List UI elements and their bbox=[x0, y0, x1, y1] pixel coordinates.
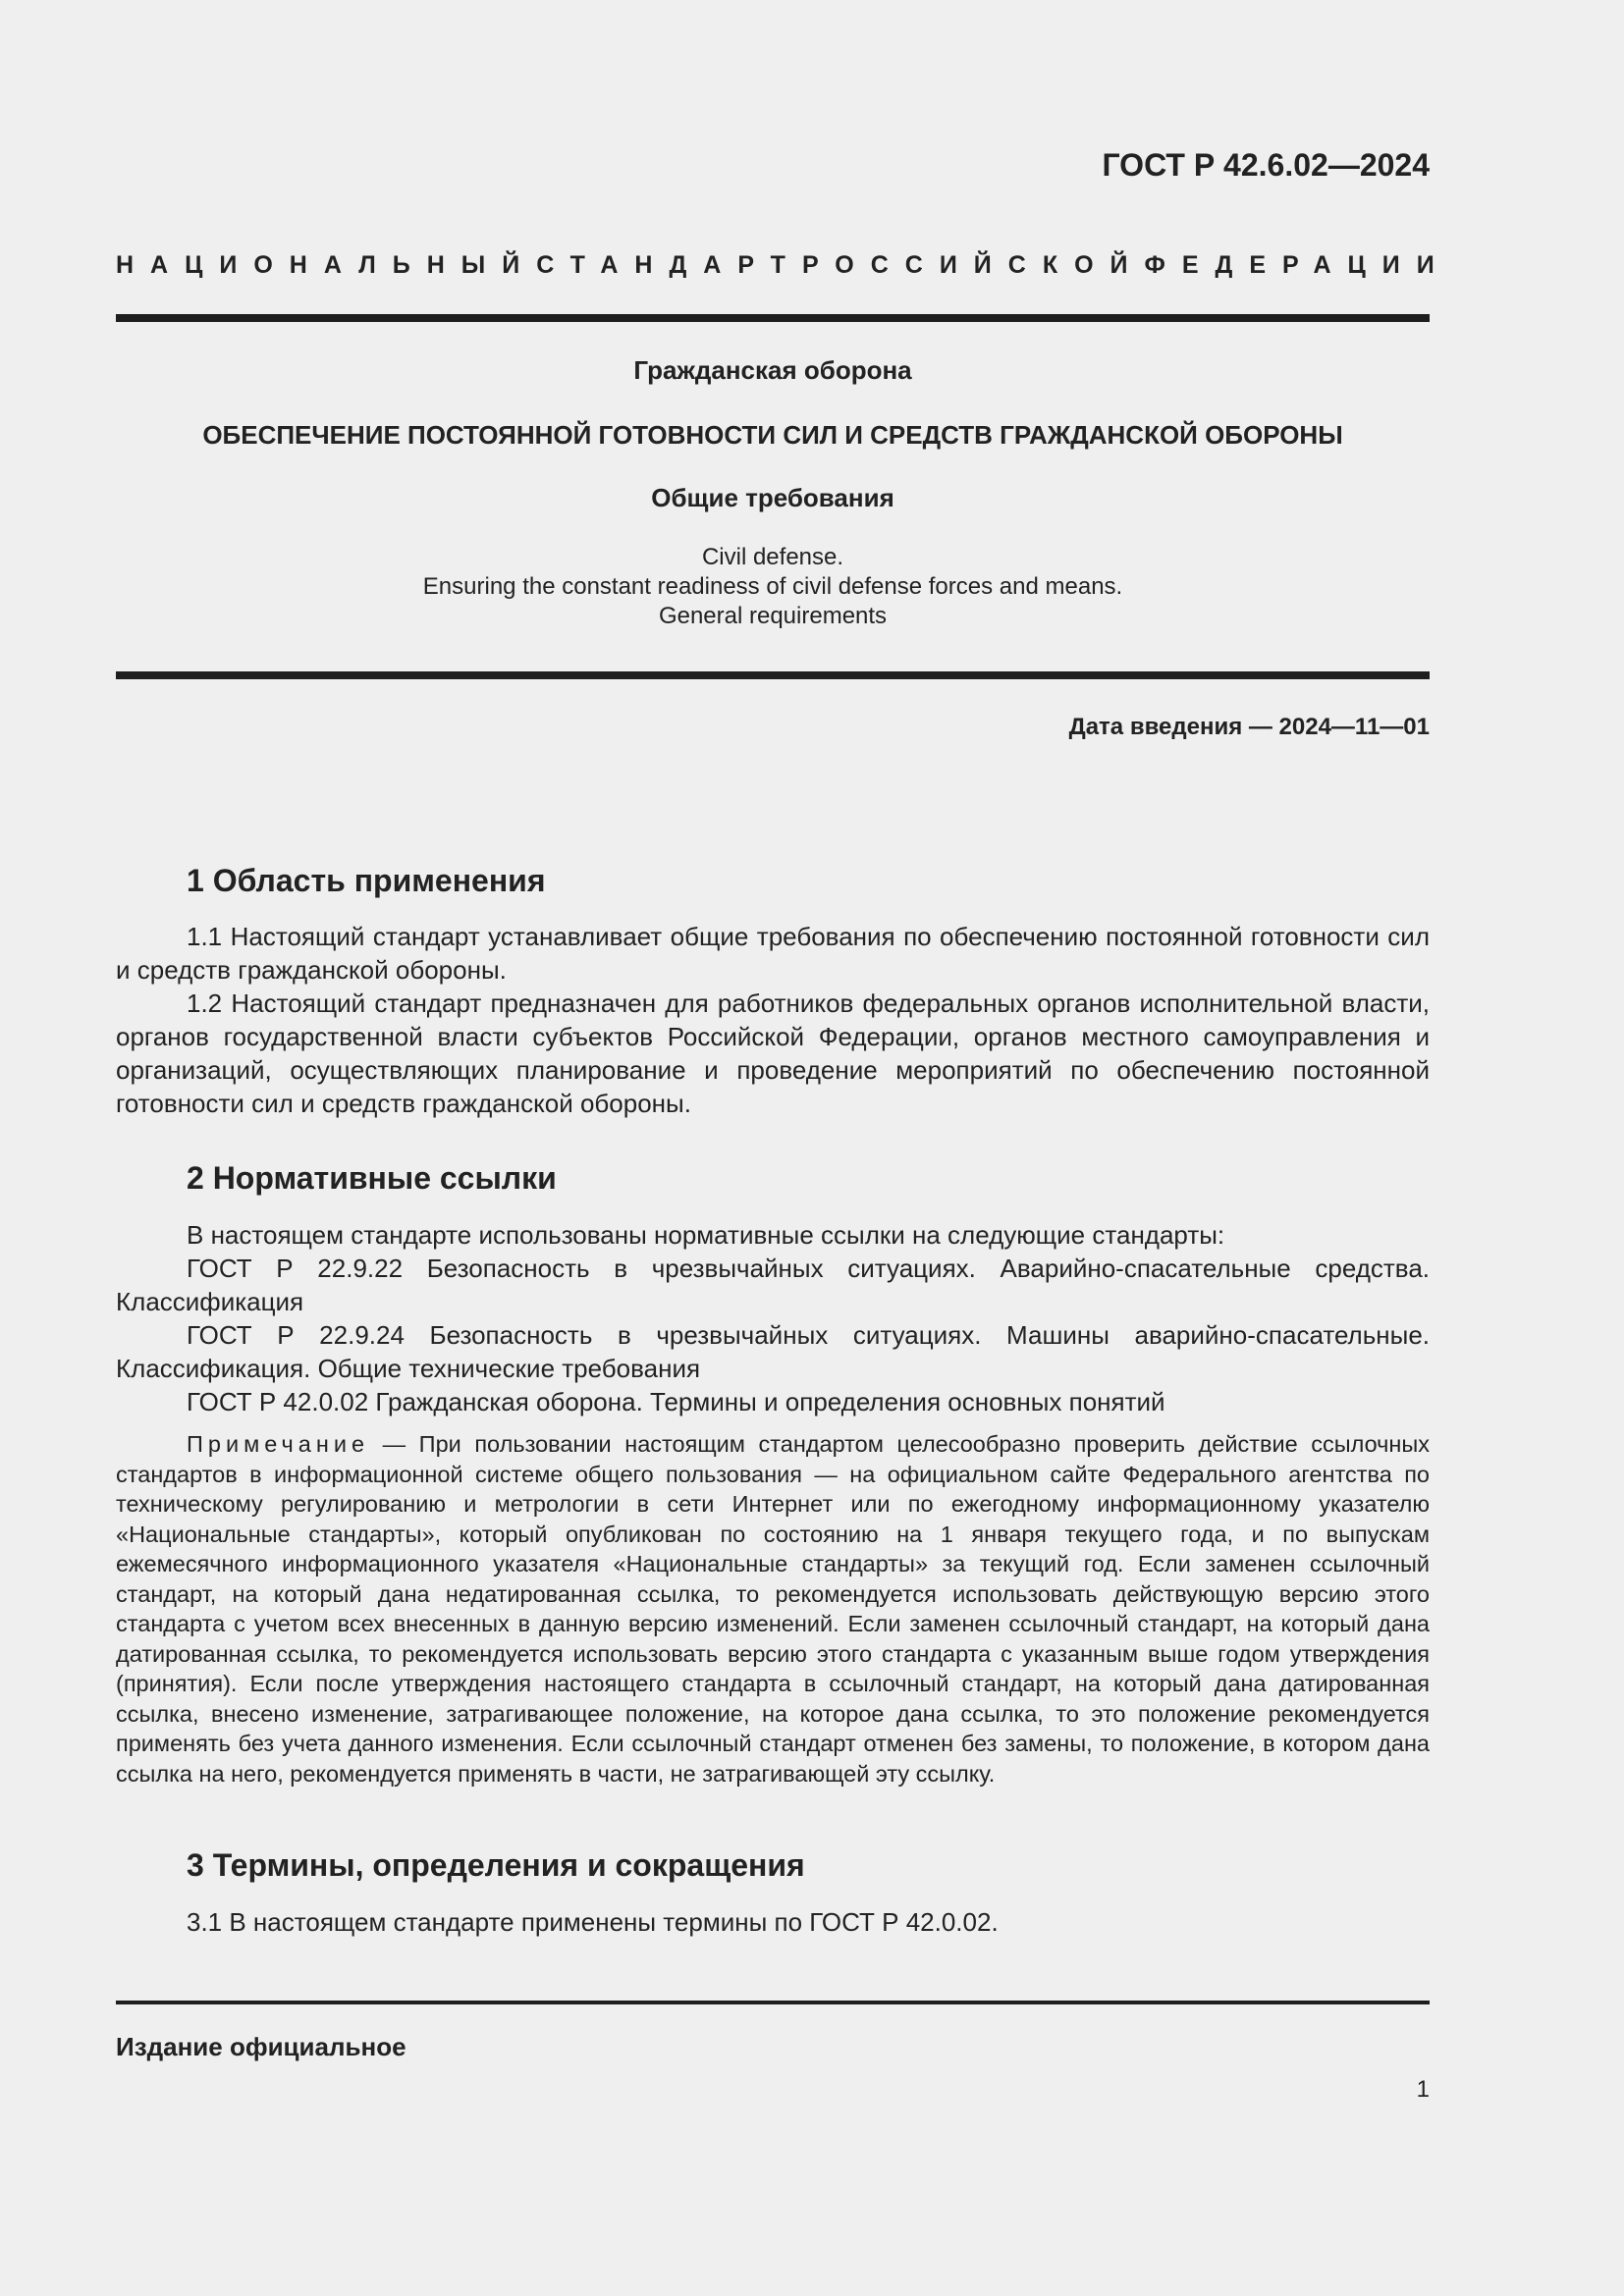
reference-item: ГОСТ Р 22.9.22 Безопасность в чрезвычайных ситуациях. Аварийно-спасательные средства. Классификация bbox=[116, 1254, 1430, 1316]
paragraph-1-1: 1.1 Настоящий стандарт устанавливает общие требования по обеспечению постоянной готовности сил и средств гражданской обороны. bbox=[116, 922, 1430, 985]
english-title-line: Civil defense. bbox=[701, 544, 844, 570]
english-title bbox=[116, 543, 1430, 631]
note-text: — При пользовании настоящим стандартом целесообразно проверить действие ссылочных стандартов в информационной системе общего пользования — на официальном сайте Федерального агентства по техническому регулированию и метрологии в сети Интернет или по ежегодному информационному указателю «Национальные стандарты», который опубликован по состоянию на 1 января текущего года, и по выпускам ежемесячного информационного указателя «Национальные стандарты» за текущий год. Если заменен ссылочный стандарт, на который дана недатированная ссылка, то рекомендуется использовать действующую версию этого стандарта с учетом всех внесенных в данную версию изменений. Если заменен ссылочный стандарт, на который дана датированная ссылка, то рекомендуется использовать версию этого стандарта с указанным выше годом утверждения (принятия). Если после утверждения настоящего стандарта в ссылочный стандарт, на который дана датированная ссылка, внесено изменение, затрагивающее положение, на которое дана ссылка, то это положение рекомендуется применять без учета данного изменения. Если ссылочный стандарт отменен без замены, то положение, в котором дана ссылка на него, рекомендуется применять в части, не затрагивающей эту ссылку. bbox=[116, 1431, 1430, 1787]
reference-item: ГОСТ Р 42.0.02 Гражданская оборона. Термины и определения основных понятий bbox=[187, 1387, 1165, 1416]
section-1-heading: 1 Область применения bbox=[187, 863, 546, 898]
document-code: ГОСТ Р 42.6.02—2024 bbox=[1102, 147, 1430, 183]
official-edition-label: Издание официальное bbox=[116, 2032, 406, 2061]
standard-subtitle: Общие требования bbox=[651, 483, 894, 512]
title-bottom-divider bbox=[116, 671, 1430, 679]
standard-main-title: ОБЕСПЕЧЕНИЕ ПОСТОЯННОЙ ГОТОВНОСТИ СИЛ И СРЕДСТВ ГРАЖДАНСКОЙ ОБОРОНЫ bbox=[202, 420, 1343, 450]
footer-divider bbox=[116, 2001, 1430, 2004]
banner-word: НАЦИОНАЛЬНЫЙ bbox=[116, 251, 537, 279]
reference-item: ГОСТ Р 22.9.24 Безопасность в чрезвычайных ситуациях. Машины аварийно-спасательные. Классификация. Общие технические требования bbox=[116, 1320, 1430, 1383]
section-3-heading: 3 Термины, определения и сокращения bbox=[187, 1847, 805, 1883]
national-standard-banner bbox=[116, 249, 1451, 281]
english-title-line: Ensuring the constant readiness of civil defense forces and means. bbox=[422, 573, 1123, 600]
paragraph-1-2: 1.2 Настоящий стандарт предназначен для работников федеральных органов исполнительной власти, органов государственной власти субъектов Российской Федерации, органов местного самоуправления и организаций, осуществляющих планирование и проведение мероприятий по обеспечению постоянной готовности сил и средств гражданской обороны. bbox=[116, 988, 1430, 1118]
document-page bbox=[116, 0, 1451, 2296]
banner-word: РОССИЙСКОЙ bbox=[801, 251, 1145, 279]
introduction-date: Дата введения — 2024—11—01 bbox=[1068, 714, 1430, 740]
standard-section-title: Гражданская оборона bbox=[633, 355, 912, 385]
section-2-heading: 2 Нормативные ссылки bbox=[187, 1160, 557, 1196]
references-intro: В настоящем стандарте использованы нормативные ссылки на следующие стандарты: bbox=[187, 1220, 1225, 1250]
top-divider bbox=[116, 314, 1430, 322]
banner-word: ФЕДЕРАЦИИ bbox=[1144, 251, 1451, 279]
english-title-line: General requirements bbox=[658, 603, 888, 629]
references-note bbox=[116, 1429, 1430, 1789]
paragraph-3-1: 3.1 В настоящем стандарте применены термины по ГОСТ Р 42.0.02. bbox=[187, 1907, 999, 1937]
note-label: Примечание bbox=[187, 1431, 370, 1457]
page-number: 1 bbox=[1416, 2076, 1430, 2103]
banner-word: СТАНДАРТ bbox=[536, 251, 802, 279]
